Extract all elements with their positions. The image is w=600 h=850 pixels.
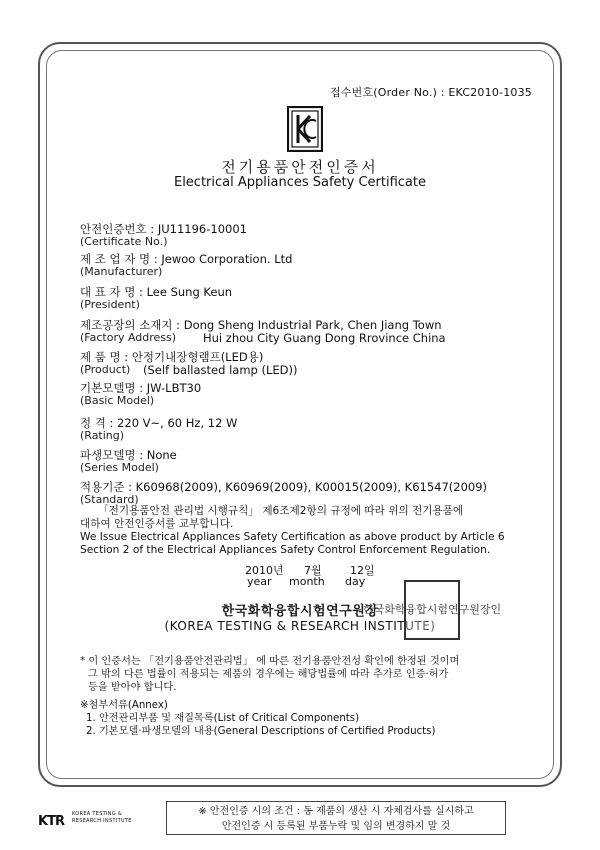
- factory-address-line2: Hui zhou City Guang Dong Rrovince China: [203, 331, 446, 345]
- date-day-label: day: [345, 575, 366, 588]
- annex-item-1: 1. 안전관리부품 및 재질목록(List of Critical Components): [86, 713, 360, 724]
- institute-name-english: (KOREA TESTING & RESEARCH INSTITUTE): [164, 619, 436, 633]
- ktr-logo-mark: KTR: [38, 814, 64, 829]
- official-seal-icon: 한국화학융합시험연구원장인: [404, 580, 460, 640]
- footer-condition-line-2: 안전인증 시 등록된 부품누락 및 임의 변경하지 말 것: [221, 821, 451, 832]
- certificate-title-english: Electrical Appliances Safety Certificate: [173, 175, 426, 190]
- rating-label: 정 격 : 220 V~, 60 Hz, 12 W: [80, 416, 238, 430]
- statement-english-1: We Issue Electrical Appliances Safety Certification as above product by Article 6: [80, 531, 505, 543]
- rating-label-en: (Rating): [80, 429, 125, 442]
- statement-english-2: Section 2 of the Electrical Appliances Safety Control Enforcement Regulation.: [80, 544, 491, 556]
- certificate-title-korean: 전기용품안전인증서: [221, 158, 379, 176]
- series-model-label-en: (Series Model): [80, 461, 159, 474]
- manufacturer-label: 제 조 업 자 명 : Jewoo Corporation. Ltd: [80, 252, 293, 266]
- statement-korean-1: 「전기용품안전 관리법 시행규칙」 제6조제2항의 규정에 따라 위의 전기용품에: [98, 505, 464, 517]
- footer-condition-line-1: ※ 안전인증 시의 조건 : 동 제품의 생산 시 자체검사를 실시하고: [198, 806, 474, 817]
- ktr-logo-text: KOREA TESTING & RESEARCH INSTITUTE: [72, 811, 132, 824]
- basic-model-label: 기본모델명 : JW-LBT30: [80, 381, 202, 395]
- institute-name-korean: 한국화학융합시험연구원장: [221, 604, 379, 619]
- date-year: 2010년: [245, 564, 284, 577]
- note-line-1: * 이 인증서는 「전기용품안전관리법」 에 따른 전기용품안전성 확인에 한정된 것이며: [80, 656, 460, 667]
- order-number: 접수번호(Order No.) : EKC2010-1035: [329, 86, 532, 99]
- standard-label-en: (Standard): [80, 493, 139, 506]
- date-month-label: month: [289, 575, 325, 588]
- annex-item-2: 2. 기본모델·파생모델의 내용(General Descriptions of Certified Products): [86, 726, 436, 737]
- manufacturer-label-en: (Manufacturer): [80, 265, 163, 278]
- kc-logo-icon: [287, 106, 323, 152]
- statement-korean-2: 대하여 안전인증서를 교부합니다.: [80, 518, 234, 530]
- series-model-label: 파생모델명 : None: [80, 448, 177, 462]
- note-line-3: 등을 받아야 합니다.: [88, 682, 177, 693]
- date-year-label: year: [247, 575, 272, 588]
- footer-condition-box: [166, 801, 506, 835]
- cert-no-label-en: (Certificate No.): [80, 235, 168, 248]
- product-label: 제 품 명 : 안정기내장형램프(LED용): [80, 350, 264, 364]
- factory-label-en: (Factory Address): [80, 331, 177, 344]
- date-day: 12일: [350, 564, 375, 577]
- annex-title: ※첨부서류(Annex): [80, 700, 168, 711]
- factory-label: 제조공장의 소재지 : Dong Sheng Industrial Park, Chen Jiang Town: [80, 318, 442, 332]
- president-label: 대 표 자 명 : Lee Sung Keun: [80, 285, 233, 299]
- ktr-logo: [38, 810, 132, 829]
- note-line-2: 그 밖의 다른 법률이 적용되는 제품의 경우에는 해당법률에 따라 추가로 인증·허가: [88, 669, 449, 680]
- cert-no-label: 안전인증번호 : JU11196-10001: [80, 222, 247, 236]
- basic-model-label-en: (Basic Model): [80, 394, 155, 407]
- product-label-en: (Product): [80, 363, 131, 376]
- standard-label: 적용기준 : K60968(2009), K60969(2009), K00015(2009), K61547(2009): [80, 480, 488, 494]
- product-value-en: (Self ballasted lamp (LED)): [143, 363, 298, 377]
- president-label-en: (President): [80, 298, 140, 311]
- date-month: 7월: [304, 564, 322, 577]
